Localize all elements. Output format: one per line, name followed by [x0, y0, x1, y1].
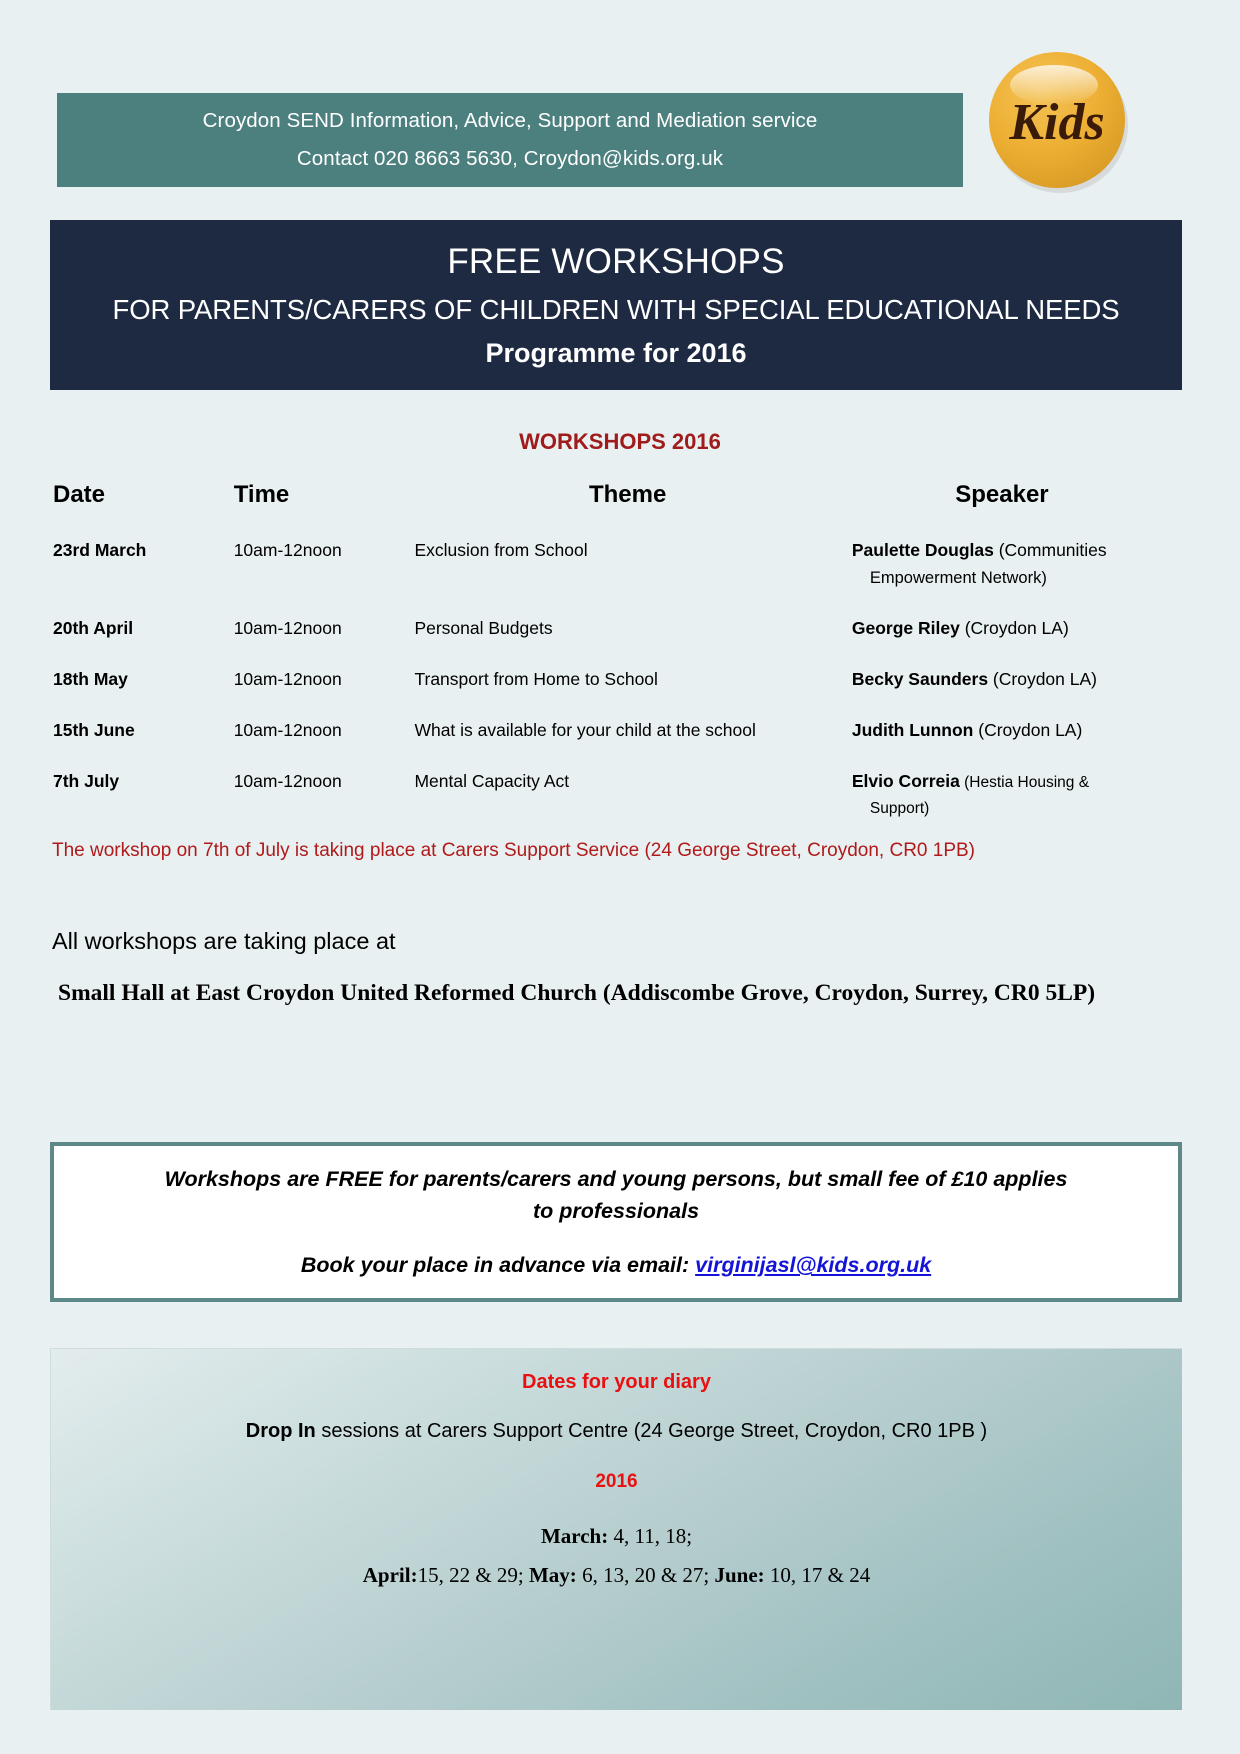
dates-for-diary-box	[50, 1348, 1182, 1710]
fee-information-box	[50, 1142, 1182, 1302]
cell-time: 10am-12noon	[233, 770, 342, 791]
speaker-name: Paulette Douglas	[851, 540, 994, 560]
speaker-org: (Croydon LA)	[973, 719, 1083, 740]
speaker-name: George Riley	[851, 618, 960, 639]
cell-speaker	[842, 613, 1162, 664]
cell-speaker	[842, 664, 1162, 715]
diary-days-may: 6, 13, 20 & 27;	[576, 1562, 715, 1587]
cell-speaker	[842, 715, 1162, 766]
dropin-sessions-line	[51, 1420, 1182, 1443]
july-venue-note: The workshop on 7th of July is taking place at Carers Support Service (24 George Street, Croydon, CR0 1PB)	[52, 840, 976, 861]
table-row	[52, 535, 1162, 613]
title-block	[50, 220, 1182, 390]
column-header-time: Time	[233, 481, 290, 508]
diary-dates-list	[51, 1517, 1182, 1595]
diary-days-march: 4, 11, 18;	[608, 1524, 693, 1548]
venue-intro-text: All workshops are taking place at	[52, 928, 396, 954]
kids-logo-text: Kids	[1009, 94, 1105, 151]
diary-month-may: May:	[528, 1562, 577, 1587]
contact-header-band	[57, 93, 963, 187]
venue-address-text: Small Hall at East Croydon United Reformed Church (Addiscombe Grove, Croydon, Surrey, CR0 5LP)	[58, 980, 1096, 1006]
cell-theme: Personal Budgets	[414, 618, 553, 639]
kids-logo	[982, 45, 1134, 197]
diary-month-march: March:	[540, 1524, 609, 1548]
speaker-name: Judith Lunnon	[851, 719, 974, 740]
title-programme: Programme for 2016	[485, 337, 747, 368]
speaker-org: (Communities	[993, 540, 1107, 560]
column-header-date: Date	[53, 481, 106, 508]
dropin-venue: sessions at Carers Support Centre (24 George Street, Croydon, CR0 1PB )	[315, 1420, 988, 1442]
speaker-org: (Croydon LA)	[959, 618, 1069, 639]
workshops-table	[52, 480, 1162, 842]
cell-date: 15th June	[53, 719, 135, 740]
column-header-speaker: Speaker	[955, 481, 1049, 508]
cell-time: 10am-12noon	[233, 719, 342, 740]
booking-line	[76, 1249, 1156, 1281]
cell-speaker	[842, 535, 1162, 613]
diary-title: Dates for your diary	[522, 1371, 711, 1393]
contact-line: Contact 020 8663 5630, Croydon@kids.org.uk	[296, 147, 724, 170]
fee-line-1b: to professionals	[532, 1198, 700, 1223]
speaker-org-continued: Support)	[869, 799, 930, 817]
table-row	[52, 715, 1162, 766]
service-name-line: Croydon SEND Information, Advice, Support and Mediation service	[202, 109, 818, 132]
title-subtitle: FOR PARENTS/CARERS OF CHILDREN WITH SPECIAL EDUCATIONAL NEEDS	[112, 293, 1120, 325]
cell-date: 20th April	[53, 618, 134, 639]
speaker-name: Elvio Correia	[851, 770, 960, 791]
cell-time: 10am-12noon	[233, 540, 342, 560]
diary-dates-row-1	[51, 1517, 1182, 1556]
table-row	[52, 664, 1162, 715]
booking-email-link[interactable]: virginijasl@kids.org.uk	[695, 1253, 932, 1278]
fee-text-block	[54, 1163, 1178, 1282]
cell-date: 18th May	[53, 668, 128, 689]
cell-speaker	[842, 766, 1162, 842]
speaker-org: (Hestia Housing &	[959, 773, 1090, 791]
dropin-label: Drop In	[245, 1420, 316, 1442]
table-row	[52, 613, 1162, 664]
fee-line-1: Workshops are FREE for parents/carers and young persons, but small fee of £10 applies	[164, 1166, 1068, 1191]
cell-theme: Exclusion from School	[414, 540, 588, 560]
title-main: FREE WORKSHOPS	[447, 241, 785, 281]
cell-date: 23rd March	[53, 540, 147, 560]
diary-days-april: 15, 22 & 29;	[417, 1562, 529, 1587]
diary-year: 2016	[595, 1471, 638, 1492]
booking-prefix: Book your place in advance via email:	[300, 1253, 696, 1278]
cell-theme: What is available for your child at the school	[414, 719, 756, 740]
speaker-name: Becky Saunders	[851, 668, 989, 689]
cell-theme: Mental Capacity Act	[414, 770, 570, 791]
workshops-section-heading: WORKSHOPS 2016	[519, 429, 721, 454]
speaker-org: (Croydon LA)	[988, 668, 1097, 689]
cell-time: 10am-12noon	[233, 668, 342, 689]
column-header-theme: Theme	[588, 481, 667, 508]
diary-month-april: April:	[362, 1562, 418, 1587]
cell-theme: Transport from Home to School	[414, 668, 658, 689]
cell-time: 10am-12noon	[233, 618, 342, 639]
cell-date: 7th July	[53, 770, 120, 791]
diary-month-june: June:	[714, 1562, 765, 1587]
speaker-org-continued: Empowerment Network)	[869, 568, 1047, 587]
table-header-row	[52, 480, 1162, 535]
diary-dates-row-2	[51, 1556, 1182, 1595]
diary-days-june: 10, 17 & 24	[764, 1562, 871, 1587]
table-row	[52, 766, 1162, 842]
